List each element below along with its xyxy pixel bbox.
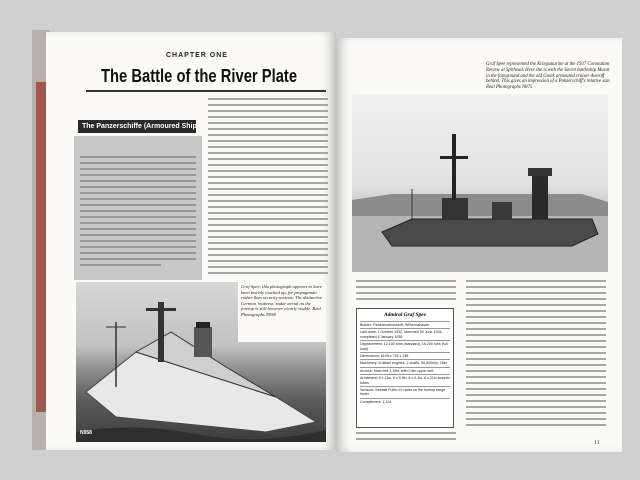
right-page (336, 38, 622, 452)
spec-row: Dimensions: 610ft x 71ft x 24ft (360, 352, 450, 358)
body-text-column (208, 98, 328, 278)
spec-row: Armament: 6 x 11in, 8 x 5.9in, 6 x 4.1in, 8 x 21in torpedo tubes (360, 376, 450, 385)
chapter-label: CHAPTER ONE (166, 52, 228, 59)
body-text-column-b (466, 280, 606, 430)
page-number-left: 10 (78, 434, 84, 440)
section-heading: The Panzerschiffe (Armoured Ships) (78, 120, 196, 133)
spec-row: Machinery: 8 diesel engines, 2 shafts, 56,800shp, 26kt (360, 359, 450, 365)
chapter-title: The Battle of the River Plate (101, 66, 298, 86)
spec-row: Laid down 1 October 1932, launched 30 June 1934, completed 6 January 1936 (360, 328, 450, 339)
section-text-panel (74, 136, 202, 280)
photo-stamp: N958 (80, 430, 92, 436)
ship-photo-right (352, 94, 608, 272)
spec-row: Armour: Main belt 3.15in, with 0.8in upper belt (360, 367, 450, 373)
spec-table (356, 308, 454, 428)
book-spine-band (36, 82, 46, 412)
photo-caption-left: Graf Spee: this photograph appears to have been heavily touched up, for propaganda rather than security reasons. The distinctive German 'mattress' radar aerial on the foretop is still however clearly visible. Real Photographs N958 (238, 282, 326, 342)
left-page (46, 32, 336, 450)
spec-row: Builder: Reichsmarinewerft, Wilhelmshaven (360, 321, 450, 327)
spec-row: Sensors: Seetakt FuMo 22 radar on the foretop range finder (360, 386, 450, 397)
open-book (32, 22, 624, 462)
title-rule (86, 90, 326, 92)
spec-title: Admiral Graf Spee (384, 312, 426, 318)
body-text-column-a-top (356, 280, 456, 304)
spec-row: Complement: 1,124 (360, 398, 450, 404)
section-text (80, 156, 196, 270)
photo-caption-right: Graf Spee represented the Kriegsmarine at the 1937 Coronation Review at Spithead. Here she is with the Soviet battleship Marat in the foreground and the old Greek armoured cruiser Averoff behind. This gives an impression of a Panzerschiff's relative size. Real Photographs N875 (486, 62, 611, 91)
body-text-column-a-bottom (356, 432, 456, 444)
spec-row: Displacement: 12,100 tons (standard), 16,200 tons (full load) (360, 340, 450, 351)
page-number-right: 11 (594, 440, 600, 446)
